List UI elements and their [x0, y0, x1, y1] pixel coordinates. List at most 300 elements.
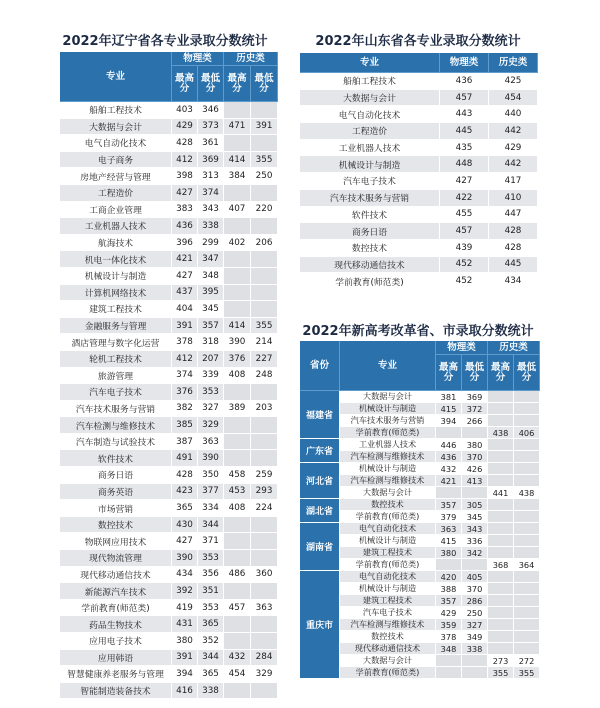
history-min-cell: [514, 511, 540, 523]
physics-max-cell: 390: [172, 550, 198, 567]
physics-min-cell: 327: [462, 619, 488, 631]
col-history-min: 最低分: [251, 66, 278, 102]
physics-max-cell: 394: [436, 415, 462, 427]
major-cell: 电气自动化技术: [300, 106, 440, 123]
history-min-cell: [251, 384, 278, 401]
major-cell: 应用电子技术: [60, 633, 172, 650]
physics-min-cell: 405: [462, 571, 488, 583]
history-max-cell: [488, 451, 514, 463]
physics-max-cell: 419: [172, 600, 198, 617]
table-row: [60, 152, 278, 169]
physics-min-cell: 344: [198, 517, 224, 534]
major-cell: 汽车电子技术: [300, 173, 440, 190]
liaoning-title: 2022年辽宁省各专业录取分数统计: [62, 34, 268, 49]
major-cell: 工程造价: [60, 185, 172, 202]
physics-min-cell: 361: [198, 135, 224, 152]
physics-min-cell: [462, 559, 488, 571]
history-max-cell: 408: [224, 368, 251, 385]
physics-min-cell: 370: [462, 451, 488, 463]
physics-min-cell: 380: [462, 439, 488, 451]
history-cell: 440: [489, 106, 538, 123]
major-cell: 汽车制造与试验技术: [60, 434, 172, 451]
history-min-cell: [251, 583, 278, 600]
history-max-cell: [488, 631, 514, 643]
history-max-cell: [488, 391, 514, 403]
physics-min-cell: 344: [198, 650, 224, 667]
major-cell: 现代移动通信技术: [340, 643, 436, 655]
history-min-cell: 250: [251, 168, 278, 185]
physics-min-cell: 374: [198, 185, 224, 202]
physics-max-cell: 415: [436, 403, 462, 415]
history-min-cell: [251, 517, 278, 534]
liaoning-score-table: [60, 52, 278, 699]
history-max-cell: [488, 643, 514, 655]
major-cell: 工业机器人技术: [340, 439, 436, 451]
physics-min-cell: 346: [198, 102, 224, 119]
physics-max-cell: [436, 427, 462, 439]
history-min-cell: [514, 583, 540, 595]
major-cell: 学前教育(师范类): [340, 667, 436, 679]
history-max-cell: 408: [224, 500, 251, 517]
history-max-cell: [224, 417, 251, 434]
physics-max-cell: 428: [172, 467, 198, 484]
physics-min-cell: 343: [462, 523, 488, 535]
major-cell: 商务日语: [60, 467, 172, 484]
history-min-cell: [251, 616, 278, 633]
physics-min-cell: 350: [198, 467, 224, 484]
history-max-cell: [224, 633, 251, 650]
history-cell: 454: [489, 90, 538, 107]
major-cell: 学前教育(师范类): [340, 559, 436, 571]
physics-max-cell: 380: [172, 633, 198, 650]
physics-min-cell: 370: [462, 583, 488, 595]
physics-min-cell: 336: [462, 535, 488, 547]
physics-cell: 422: [440, 190, 489, 207]
physics-min-cell: 207: [198, 351, 224, 368]
history-max-cell: [488, 523, 514, 535]
major-cell: 工业机器人技术: [300, 140, 440, 157]
history-min-cell: [251, 251, 278, 268]
physics-cell: 427: [440, 173, 489, 190]
col-physics-max: 最高分: [172, 66, 198, 102]
history-max-cell: [488, 511, 514, 523]
major-cell: 房地产经营与管理: [60, 168, 172, 185]
physics-max-cell: 374: [172, 368, 198, 385]
col-history-min: 最低分: [514, 355, 540, 391]
table-row: [60, 185, 278, 202]
history-cell: 445: [489, 257, 538, 274]
physics-min-cell: 351: [198, 583, 224, 600]
physics-min-cell: 372: [462, 403, 488, 415]
major-cell: 船舶工程技术: [60, 102, 172, 119]
physics-max-cell: 432: [436, 463, 462, 475]
physics-min-cell: 345: [462, 511, 488, 523]
history-min-cell: [514, 547, 540, 559]
history-max-cell: [488, 475, 514, 487]
history-min-cell: [514, 595, 540, 607]
major-cell: 数控技术: [340, 499, 436, 511]
history-min-cell: 284: [251, 650, 278, 667]
col-history-header: 历史类: [488, 341, 540, 355]
history-min-cell: 438: [514, 487, 540, 499]
physics-max-cell: 421: [436, 475, 462, 487]
physics-max-cell: 363: [436, 523, 462, 535]
physics-cell: 445: [440, 123, 489, 140]
history-cell: 442: [489, 156, 538, 173]
history-max-cell: [224, 268, 251, 285]
physics-min-cell: 413: [462, 475, 488, 487]
history-cell: 428: [489, 223, 538, 240]
physics-min-cell: 365: [198, 616, 224, 633]
history-min-cell: 259: [251, 467, 278, 484]
physics-cell: 439: [440, 240, 489, 257]
history-min-cell: [251, 434, 278, 451]
table-row: [60, 417, 278, 434]
major-cell: 大数据与会计: [60, 119, 172, 136]
history-max-cell: [224, 616, 251, 633]
physics-max-cell: 431: [172, 616, 198, 633]
history-max-cell: [224, 434, 251, 451]
physics-min-cell: 352: [198, 633, 224, 650]
col-history-max: 最高分: [488, 355, 514, 391]
col-history-header: 历史类: [489, 53, 538, 73]
physics-max-cell: [436, 667, 462, 679]
history-max-cell: 414: [224, 152, 251, 169]
history-min-cell: [514, 619, 540, 631]
history-min-cell: 329: [251, 666, 278, 683]
table-row: [60, 434, 278, 451]
major-cell: 现代移动通信技术: [60, 567, 172, 584]
history-cell: 434: [489, 273, 538, 290]
history-max-cell: 384: [224, 168, 251, 185]
table-row: [60, 268, 278, 285]
table-row: [60, 301, 278, 318]
physics-min-cell: 339: [198, 368, 224, 385]
physics-min-cell: [462, 427, 488, 439]
major-cell: 工程造价: [300, 123, 440, 140]
physics-min-cell: 369: [462, 391, 488, 403]
history-min-cell: [514, 643, 540, 655]
physics-max-cell: 415: [436, 535, 462, 547]
physics-max-cell: 357: [436, 595, 462, 607]
physics-max-cell: [436, 559, 462, 571]
physics-min-cell: 357: [198, 318, 224, 335]
major-cell: 电气自动化技术: [340, 571, 436, 583]
history-max-cell: 407: [224, 202, 251, 219]
physics-min-cell: 338: [462, 643, 488, 655]
table-row: [300, 140, 538, 157]
col-physics-min: 最低分: [198, 66, 224, 102]
physics-max-cell: 416: [172, 683, 198, 700]
major-cell: 新能源汽车技术: [60, 583, 172, 600]
major-cell: 智慧健康养老服务与管理: [60, 666, 172, 683]
table-row: [300, 123, 538, 140]
col-physics-min: 最低分: [462, 355, 488, 391]
physics-min-cell: 286: [462, 595, 488, 607]
history-min-cell: [514, 463, 540, 475]
history-max-cell: [488, 595, 514, 607]
history-max-cell: [224, 550, 251, 567]
history-min-cell: 355: [251, 318, 278, 335]
history-min-cell: 391: [251, 119, 278, 136]
major-cell: 汽车技术服务与营销: [300, 190, 440, 207]
history-max-cell: 355: [488, 667, 514, 679]
history-min-cell: 360: [251, 567, 278, 584]
table-row: [60, 368, 278, 385]
history-max-cell: 368: [488, 559, 514, 571]
province-cell: 湖北省: [300, 499, 340, 523]
physics-max-cell: 446: [436, 439, 462, 451]
physics-max-cell: 378: [436, 631, 462, 643]
major-cell: 大数据与会计: [300, 90, 440, 107]
physics-max-cell: 387: [172, 434, 198, 451]
physics-max-cell: 427: [172, 533, 198, 550]
col-province-header: 省份: [300, 341, 340, 391]
col-history-max: 最高分: [224, 66, 251, 102]
major-cell: 汽车检测与维修技术: [340, 619, 436, 631]
province-cell: 重庆市: [300, 571, 340, 679]
table-row: [60, 334, 278, 351]
table-row: [300, 499, 540, 511]
physics-min-cell: 373: [198, 119, 224, 136]
physics-cell: 452: [440, 273, 489, 290]
physics-min-cell: 334: [198, 500, 224, 517]
shandong-title: 2022年山东省各专业录取分数统计: [315, 34, 521, 49]
history-min-cell: [251, 533, 278, 550]
table-row: [300, 190, 538, 207]
table-row: [60, 484, 278, 501]
physics-min-cell: 426: [462, 463, 488, 475]
table-row: [300, 571, 540, 583]
physics-min-cell: 343: [198, 202, 224, 219]
physics-min-cell: 305: [462, 499, 488, 511]
physics-max-cell: 436: [172, 218, 198, 235]
history-min-cell: [514, 475, 540, 487]
physics-min-cell: 345: [198, 301, 224, 318]
history-max-cell: [224, 301, 251, 318]
shandong-score-table: [300, 53, 538, 290]
history-cell: 425: [489, 73, 538, 90]
history-max-cell: [224, 185, 251, 202]
table-row: [300, 223, 538, 240]
physics-max-cell: 421: [172, 251, 198, 268]
history-min-cell: [251, 102, 278, 119]
history-min-cell: 363: [251, 600, 278, 617]
physics-min-cell: 299: [198, 235, 224, 252]
physics-max-cell: 348: [436, 643, 462, 655]
history-min-cell: [251, 285, 278, 302]
physics-cell: 457: [440, 90, 489, 107]
physics-max-cell: 427: [172, 185, 198, 202]
history-min-cell: 224: [251, 500, 278, 517]
province-cell: 福建省: [300, 391, 340, 439]
major-cell: 机械设计与制造: [340, 463, 436, 475]
history-max-cell: [488, 463, 514, 475]
major-cell: 建筑工程技术: [340, 547, 436, 559]
major-cell: 应用韩语: [60, 650, 172, 667]
physics-min-cell: 353: [198, 550, 224, 567]
physics-min-cell: 353: [198, 600, 224, 617]
col-physics-max: 最高分: [436, 355, 462, 391]
major-cell: 物联网应用技术: [60, 533, 172, 550]
major-cell: 电子商务: [60, 152, 172, 169]
major-cell: 大数据与会计: [340, 391, 436, 403]
history-max-cell: [224, 450, 251, 467]
history-max-cell: [224, 251, 251, 268]
major-cell: 汽车电子技术: [60, 384, 172, 401]
province-cell: 湖南省: [300, 523, 340, 571]
col-physics-header: 物理类: [172, 52, 224, 66]
physics-max-cell: 430: [172, 517, 198, 534]
table-row: [300, 523, 540, 535]
history-max-cell: 457: [224, 600, 251, 617]
physics-max-cell: 357: [436, 499, 462, 511]
history-max-cell: 486: [224, 567, 251, 584]
major-cell: 商务日语: [300, 223, 440, 240]
history-cell: 429: [489, 140, 538, 157]
physics-max-cell: 491: [172, 450, 198, 467]
physics-min-cell: 348: [198, 268, 224, 285]
physics-max-cell: 379: [436, 511, 462, 523]
col-major-header: 专业: [60, 52, 172, 102]
major-cell: 航海技术: [60, 235, 172, 252]
history-min-cell: 220: [251, 202, 278, 219]
history-min-cell: [514, 631, 540, 643]
major-cell: 大数据与会计: [340, 655, 436, 667]
major-cell: 酒店管理与数字化运营: [60, 334, 172, 351]
table-row: [60, 168, 278, 185]
major-cell: 学前教育(师范类): [300, 273, 440, 290]
physics-min-cell: [462, 487, 488, 499]
table-row: [60, 533, 278, 550]
major-cell: 机电一体化技术: [60, 251, 172, 268]
major-cell: 市场营销: [60, 500, 172, 517]
physics-max-cell: 376: [172, 384, 198, 401]
history-min-cell: [251, 550, 278, 567]
physics-cell: 457: [440, 223, 489, 240]
physics-min-cell: 377: [198, 484, 224, 501]
major-cell: 学前教育(师范类): [340, 427, 436, 439]
history-min-cell: [514, 571, 540, 583]
major-cell: 电气自动化技术: [60, 135, 172, 152]
table-row: [60, 650, 278, 667]
physics-max-cell: 412: [172, 351, 198, 368]
table-row: [60, 119, 278, 136]
major-cell: 汽车检测与维修技术: [340, 475, 436, 487]
province-cell: 河北省: [300, 463, 340, 499]
history-max-cell: 441: [488, 487, 514, 499]
history-max-cell: [488, 619, 514, 631]
major-cell: 计算机网络技术: [60, 285, 172, 302]
history-min-cell: 206: [251, 235, 278, 252]
physics-max-cell: 436: [436, 451, 462, 463]
history-min-cell: [514, 523, 540, 535]
major-cell: 现代移动通信技术: [300, 257, 440, 274]
history-min-cell: 214: [251, 334, 278, 351]
major-cell: 工商企业管理: [60, 202, 172, 219]
major-cell: 数控技术: [60, 517, 172, 534]
history-max-cell: [488, 499, 514, 511]
history-min-cell: 364: [514, 559, 540, 571]
physics-cell: 452: [440, 257, 489, 274]
history-max-cell: 432: [224, 650, 251, 667]
history-max-cell: [488, 607, 514, 619]
physics-min-cell: 327: [198, 401, 224, 418]
history-max-cell: [488, 403, 514, 415]
table-row: [60, 550, 278, 567]
physics-max-cell: [436, 655, 462, 667]
history-min-cell: 406: [514, 427, 540, 439]
physics-min-cell: 395: [198, 285, 224, 302]
table-row: [60, 517, 278, 534]
major-cell: 电气自动化技术: [340, 523, 436, 535]
history-min-cell: [514, 439, 540, 451]
physics-min-cell: 250: [462, 607, 488, 619]
major-cell: 药品生物技术: [60, 616, 172, 633]
history-max-cell: [488, 571, 514, 583]
physics-max-cell: 429: [172, 119, 198, 136]
col-physics-header: 物理类: [440, 53, 489, 73]
physics-min-cell: 390: [198, 450, 224, 467]
major-cell: 学前教育(师范类): [340, 511, 436, 523]
table-row: [60, 600, 278, 617]
table-row: [300, 463, 540, 475]
physics-max-cell: 391: [172, 318, 198, 335]
history-min-cell: 272: [514, 655, 540, 667]
major-cell: 汽车技术服务与营销: [340, 415, 436, 427]
history-max-cell: [488, 583, 514, 595]
table-row: [300, 240, 538, 257]
history-min-cell: 355: [251, 152, 278, 169]
physics-cell: 448: [440, 156, 489, 173]
physics-max-cell: 359: [436, 619, 462, 631]
history-max-cell: [224, 384, 251, 401]
major-cell: 软件技术: [60, 450, 172, 467]
physics-max-cell: 412: [172, 152, 198, 169]
major-cell: 旅游管理: [60, 368, 172, 385]
history-cell: 428: [489, 240, 538, 257]
history-min-cell: [251, 135, 278, 152]
history-max-cell: 273: [488, 655, 514, 667]
physics-max-cell: 429: [436, 607, 462, 619]
history-min-cell: 248: [251, 368, 278, 385]
reform-title: 2022年新高考改革省、市录取分数统计: [302, 324, 534, 339]
physics-max-cell: [436, 487, 462, 499]
table-row: [60, 285, 278, 302]
physics-min-cell: 356: [198, 567, 224, 584]
physics-min-cell: [462, 667, 488, 679]
history-cell: 442: [489, 123, 538, 140]
physics-cell: 436: [440, 73, 489, 90]
table-row: [60, 401, 278, 418]
history-min-cell: [251, 683, 278, 700]
physics-max-cell: 380: [436, 547, 462, 559]
table-row: [60, 218, 278, 235]
history-max-cell: [488, 439, 514, 451]
physics-min-cell: 353: [198, 384, 224, 401]
physics-min-cell: 329: [198, 417, 224, 434]
table-row: [60, 616, 278, 633]
major-cell: 机械设计与制造: [300, 156, 440, 173]
physics-cell: 455: [440, 207, 489, 224]
physics-min-cell: 347: [198, 251, 224, 268]
history-max-cell: [224, 533, 251, 550]
table-row: [60, 251, 278, 268]
history-max-cell: 454: [224, 666, 251, 683]
history-min-cell: 203: [251, 401, 278, 418]
history-min-cell: [514, 403, 540, 415]
table-row: [60, 135, 278, 152]
